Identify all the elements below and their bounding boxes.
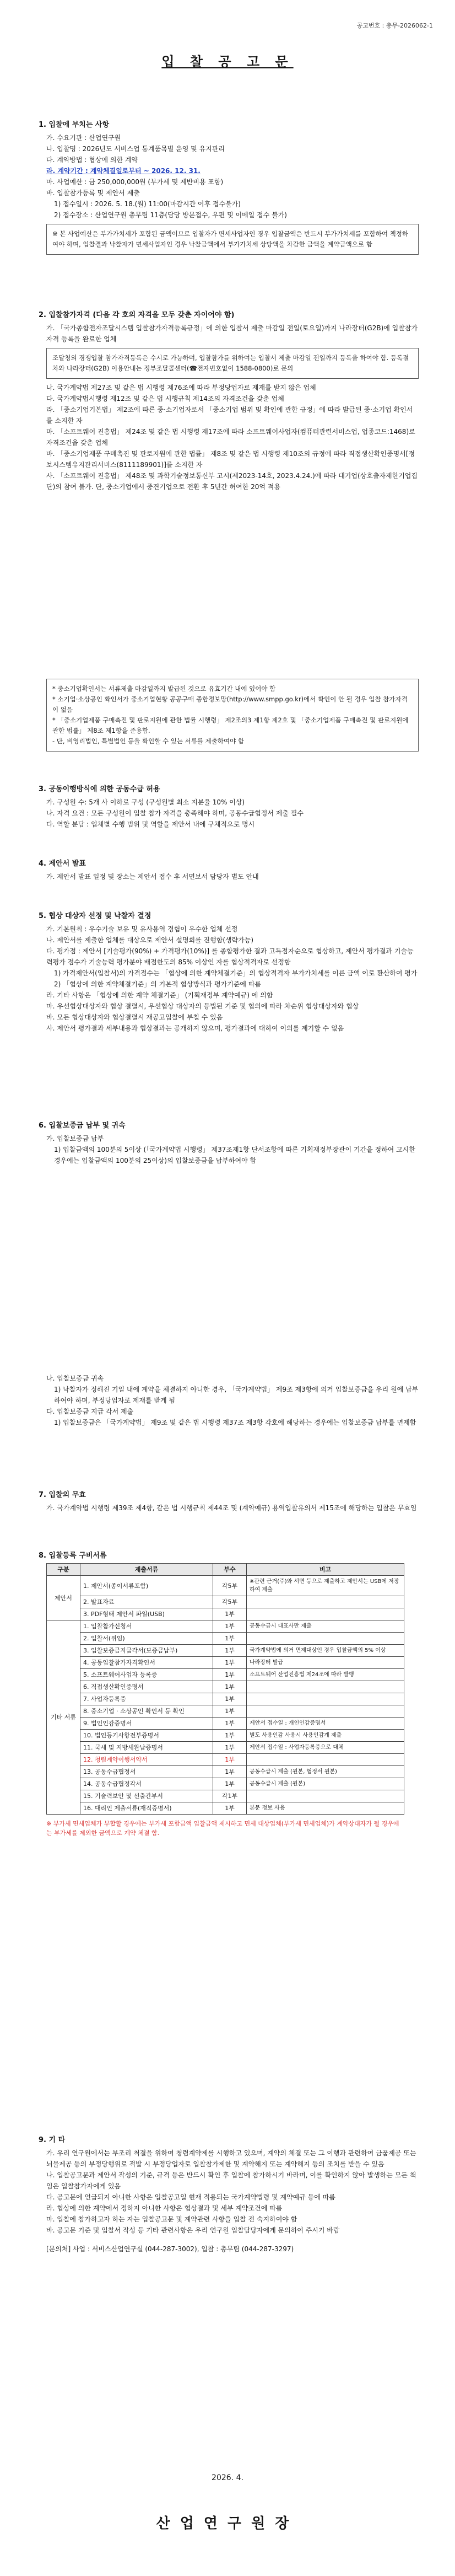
quantity-cell: 1부: [213, 1693, 247, 1705]
notice-box: ※ 본 사업예산은 부가가치세가 포함된 금액이므로 입찰자가 면세사업자인 경우 입찰금액은 반드시 부가가치세를 포함하여 책정하여야 하며, 입찰결과 낙찰자가 면세사업자인 경우 낙찰금액에서 부가가치세 상당액을 차감한 금액을 계약금액으로 함: [46, 224, 419, 255]
note-cell: 공동수급시 제출 (원본, 협정서 원본): [247, 1766, 404, 1778]
document-cell: 2. 입찰서(위임): [80, 1633, 213, 1645]
table-row: [47, 1596, 404, 1608]
table-row: [47, 1693, 404, 1705]
note-cell: ※관련 근거(주)와 서면 등으로 제출하고 제안서는 USB에 저장하여 제출: [247, 1576, 404, 1596]
quantity-cell: 1부: [213, 1766, 247, 1778]
text-line: 나. 입찰보증금 귀속: [46, 1375, 104, 1382]
quantity-cell: 각5부: [213, 1576, 247, 1596]
section-title: 7. 입찰의 무효: [39, 1491, 86, 1499]
document-cell: 9. 법인인감증명서: [80, 1718, 213, 1730]
text-line: 라. 계약기간 : 계약체결일로부터 ~ 2026. 12. 31.: [46, 167, 201, 175]
section-title: 4. 제안서 발표: [39, 860, 86, 868]
text-line: 가. 국가계약법 시행령 제39조 제4항, 같은 법 시행규칙 제44조 및 (계약예규) 용역입찰유의서 제15조에 해당하는 입찰은 무효임: [46, 1504, 417, 1512]
section-presentation: [39, 857, 419, 882]
section-invalid-bids: [39, 1489, 419, 1514]
section-required-docs: [39, 1549, 419, 1838]
note-cell: 나라장터 발급: [247, 1657, 404, 1669]
quantity-cell: 1부: [213, 1608, 247, 1620]
document-cell: 5. 소프트웨어사업자 등록증: [80, 1669, 213, 1681]
section-title: 3. 공동이행방식에 의한 공동수급 허용: [39, 785, 160, 793]
table-row: [47, 1718, 404, 1730]
section-title: 2. 입찰참가자격 (다음 각 호의 자격을 모두 갖춘 자이어야 함): [39, 311, 235, 319]
text-line: 다. 계약방법 : 협상에 의한 계약: [46, 156, 138, 164]
note-cell: [247, 1633, 404, 1645]
table-row: [47, 1608, 404, 1620]
table-header-row: [47, 1564, 404, 1576]
contact-info: [문의처] 사업 : 서비스산업연구실 (044-287-3002), 입찰 : 총무팀 (044-287-3297): [46, 2245, 294, 2253]
quantity-cell: 1부: [213, 1754, 247, 1766]
note-cell: [247, 1705, 404, 1718]
text-line: 라. 기타 사항은 「협상에 의한 계약 체결기준」 (기획재정부 계약예규) 에 의함: [46, 991, 273, 999]
required-docs-table: [46, 1563, 404, 1815]
section-joint-bid: [39, 783, 419, 830]
text-line: 다. 공고문에 언급되지 아니한 사항은 입찰공고일 현재 적용되는 국가계약법령 및 계약예규 등에 따름: [46, 2193, 335, 2201]
text-line: 나. 국가계약법 제27조 및 같은 법 시행령 제76조에 따라 부정당업자로 제재를 받지 않은 업체: [46, 384, 316, 391]
note-cell: [247, 1790, 404, 1802]
document-cell: 1. 제안서(종이서류포함): [80, 1576, 213, 1596]
section-eligibility-notes: [39, 675, 419, 755]
quantity-cell: 1부: [213, 1718, 247, 1730]
text-line: 사. 「소프트웨어 진흥법」 제48조 및 과학기술정보통신부 고시(제2023-14호, 2023.4.24.)에 따라 대기업(상호출자제한기업집단)의 참여 불가. 단, 중소기업에서 중견기업으로 전환 후 5년간 허여한 20억 적용: [46, 472, 418, 491]
document-cell: 7. 사업자등록증: [80, 1693, 213, 1705]
section-title: 8. 입찰등록 구비서류: [39, 1552, 107, 1560]
text-line: 라. 협상에 의한 계약에서 정하지 아니한 사항은 협상결과 및 세부 계약조건에 따름: [46, 2204, 283, 2212]
section-title: 9. 기 타: [39, 2136, 66, 2144]
text-line: 마. 입찰에 참가하고자 하는 자는 입찰공고문 및 계약관련 사항을 입찰 전 숙지하여야 함: [46, 2215, 297, 2223]
document-cell: 13. 공동수급협정서: [80, 1766, 213, 1778]
text-line: 2) 접수장소 : 산업연구원 총무팀 11층(담당 방문접수, 우편 및 이메일 접수 불가): [54, 211, 287, 219]
table-row: [47, 1754, 404, 1766]
quantity-cell: 1부: [213, 1802, 247, 1815]
section-misc: [39, 2134, 419, 2255]
section-eligibility: [39, 309, 419, 492]
column-header: 제출서류: [80, 1564, 213, 1576]
note-line: * 「중소기업제품 구매촉진 및 판로지원에 관한 법률 시행령」 제2조의3 제1항 제2호 및 「중소기업제품 구매촉진 및 판로지원에 관한 법률」 제8조 제1항을 준용함.: [52, 716, 409, 734]
note-line: * 소기업·소상공인 확인서가 중소기업현황 공공구매 종합정보망(http://www.smpp.go.kr)에서 확인이 안 될 경우 입찰 참가자격이 없음: [52, 695, 408, 713]
text-line: 1) 입찰금액의 100분의 5이상 (「국가계약법 시행령」 제37조제1항 단서조항에 따른 기획재정부장관이 기간을 정하여 고시한 경우에는 입찰금액의 100분의 25이상)의 입찰보증금을 납부하여야 함: [54, 1146, 415, 1164]
quantity-cell: 1부: [213, 1645, 247, 1657]
table-row: [47, 1766, 404, 1778]
section-title: 5. 협상 대상자 선정 및 낙찰자 결정: [39, 912, 151, 920]
text-line: 다. 입찰보증금 지급 각서 제출: [46, 1408, 134, 1415]
text-line: 1) 낙찰자가 정해진 기일 내에 계약을 체결하지 아니한 경우, 「국가계약법」 제9조 제3항에 의거 입찰보증금을 우리 원에 납부하여야 하며, 부정당업자로 제재를 받게 됨: [54, 1386, 419, 1404]
text-line: 1) 접수일시 : 2026. 5. 18.(월) 11:00(마감시간 이후 접수불가): [54, 200, 241, 208]
document-cell: 2. 발표자료: [80, 1596, 213, 1608]
note-cell: 본문 정보 사용: [247, 1802, 404, 1815]
text-line: 가. 기본원칙 : 우수기술 보유 및 유사용역 경험이 우수한 업체 선정: [46, 925, 238, 933]
quantity-cell: 1부: [213, 1620, 247, 1633]
document-cell: 3. PDF형태 제안서 파일(USB): [80, 1608, 213, 1620]
note-cell: 제안서 접수일 : 개인인감증명서: [247, 1718, 404, 1730]
table-row: [47, 1802, 404, 1815]
text-line: 바. 「중소기업제품 구매촉진 및 판로지원에 관한 법률」 제8조 및 같은 법 시행령 제10조의 규정에 따라 직접생산확인증명서[정보시스템유지관리서비스(8111189901)]를 소지한 자: [46, 450, 415, 469]
notice-box: [46, 679, 419, 752]
document-cell: 16. 대리인 제출서류(재직증명서): [80, 1802, 213, 1815]
quantity-cell: 각1부: [213, 1790, 247, 1802]
document-cell: 3. 입찰보증금지급각서(보증금납부): [80, 1645, 213, 1657]
text-line: 1) 가격제안서(입찰서)의 가격점수는 「협상에 의한 계약체결기준」의 협상적격자 부가가치세를 이른 금액 이로 환산하여 평가: [54, 969, 418, 977]
document-cell: 4. 공동입찰참가자격확인서: [80, 1657, 213, 1669]
note-cell: [247, 1681, 404, 1693]
column-header: 부수: [213, 1564, 247, 1576]
document-cell: 14. 공동수급협정각서: [80, 1778, 213, 1790]
text-line: 마. 「소프트웨어 진흥법」 제24조 및 같은 법 시행령 제17조에 따라 소프트웨어사업자(컴퓨터관련서비스업, 업종코드:1468)로 자격조건을 갖춘 업체: [46, 428, 415, 447]
note-cell: 국가계약법에 의거 면제대상인 경우 입찰금액의 5% 이상: [247, 1645, 404, 1657]
document-cell: 15. 기술력보안 및 선출간부서: [80, 1790, 213, 1802]
table-row: [47, 1742, 404, 1754]
note-cell: [247, 1596, 404, 1608]
note-line: - 단, 비영리법인, 특별법인 등을 확인할 수 있는 서류를 제출하여야 함: [52, 737, 244, 745]
note-cell: 제안서 접수일 : 사업자등록증으로 대체: [247, 1742, 404, 1754]
text-line: 바. 공고문 기준 및 입찰서 작성 등 기타 관련사항은 우리 연구원 입찰담당자에게 문의하여 주시기 바람: [46, 2226, 340, 2234]
section-bid-items: [39, 119, 419, 258]
note-cell: [247, 1754, 404, 1766]
quantity-cell: 1부: [213, 1742, 247, 1754]
document-number: 공고번호 : 총무-2026062-1: [356, 22, 433, 29]
quantity-cell: 1부: [213, 1633, 247, 1645]
text-line: 마. 사업예산 : 금 250,000,000원 (부가세 및 제반비용 포함): [46, 178, 224, 186]
note-cell: 별도 사용인감 사용시 사용인감계 제출: [247, 1730, 404, 1742]
text-line: 가. 구성원 수: 5개 사 이하로 구성 (구성원별 최소 지분율 10% 이상): [46, 798, 245, 806]
text-line: 라. 「중소기업기본법」 제2조에 따른 중·소기업자로서 「중소기업 범위 및 확인에 관한 규정」에 따라 발급된 중·소기업 확인서를 소지한 자: [46, 406, 413, 425]
notice-box: 조달청의 경쟁입찰 참가자격등록은 수시로 가능하며, 입찰참가를 위하여는 입찰서 제출 마감일 전일까지 등록을 하여야 함. 등록절차와 나라장터(G2B) 이용안내는 정부조달콜센터(☎전자번호없이 1588-0800)로 문의: [46, 348, 419, 379]
table-row: [47, 1730, 404, 1742]
table-row: [47, 1778, 404, 1790]
quantity-cell: 1부: [213, 1778, 247, 1790]
table-footnote: ※ 부가세 면세업체가 부합할 경우에는 부가세 포함금액 입찰금액 제시하고 면세 대상업체(부가세 면세업체)가 계약상대자가 될 경우에는 부가세를 제외한 금액으로 계약 체결 함.: [46, 1820, 399, 1837]
quantity-cell: 1부: [213, 1681, 247, 1693]
text-line: 가. 「국가종합전자조달시스템 입찰참가자격등록규정」에 의한 입찰서 제출 마감일 전일(토요일)까지 나라장터(G2B)에 입찰참가자격 등록을 완료한 업체: [46, 324, 418, 343]
table-row: [47, 1790, 404, 1802]
section-bid-bond: [39, 1119, 419, 1166]
note-cell: 공동수급시 대표사만 제출: [247, 1620, 404, 1633]
quantity-cell: 1부: [213, 1705, 247, 1718]
text-line: 가. 우리 연구원에서는 부조리 척결을 위하여 청렴계약제를 시행하고 있으며, 계약의 체결 또는 그 이행과 관련하여 금품제공 또는 뇌물제공 등의 부정당행위로 적발 시 부정당업자로 입찰참가제한 및 계약해지 또는 계약해지 등의 조치를 받을 수 있음: [46, 2149, 416, 2168]
table-row: [47, 1669, 404, 1681]
text-line: 다. 역할 분담 : 업체별 수행 범위 및 역할을 제안서 내에 구체적으로 명시: [46, 820, 255, 828]
quantity-cell: 1부: [213, 1657, 247, 1669]
table-row: [47, 1681, 404, 1693]
section-title: 6. 입찰보증금 납부 및 귀속: [39, 1121, 126, 1130]
document-cell: 10. 법인등기사항전부증명서: [80, 1730, 213, 1742]
text-line: 사. 제안서 평가결과 세부내용과 협상결과는 공개하지 않으며, 평가결과에 대하여 이의를 제기할 수 없음: [46, 1024, 344, 1032]
text-line: 나. 제안서를 제출한 업체를 대상으로 제안서 설명회를 진행함(생략가능): [46, 936, 254, 944]
text-line: 가. 입찰보증금 납부: [46, 1135, 104, 1142]
text-line: 가. 수요기관 : 산업연구원: [46, 134, 121, 142]
section-title: 1. 입찰에 부치는 사항: [39, 121, 110, 129]
quantity-cell: 1부: [213, 1669, 247, 1681]
document-cell: 12. 청렴계약이행서약서: [80, 1754, 213, 1766]
table-row: [47, 1705, 404, 1718]
group-cell: 기타 서류: [47, 1620, 80, 1815]
quantity-cell: 1부: [213, 1730, 247, 1742]
table-row: [47, 1657, 404, 1669]
text-line: 2) 「협상에 의한 계약체결기준」의 기본적 협상방식과 평가기준에 따름: [54, 980, 262, 988]
text-line: 마. 우선협상대상자와 협상 결렬시, 우선협상 대상자의 등법된 기준 및 협의에 따라 차순위 협상대상자와 협상: [46, 1002, 359, 1010]
table-row: [47, 1576, 404, 1596]
text-line: 1) 입찰보증금은 「국가계약법」 제9조 및 같은 법 시행령 제37조 제3항 각호에 해당하는 경우에는 입찰보증금 납부를 면제함: [54, 1419, 416, 1426]
note-cell: [247, 1693, 404, 1705]
section-selection: [39, 910, 419, 1034]
column-header: 비고: [247, 1564, 404, 1576]
text-line: 바. 입찰참가등록 및 제안서 제출: [46, 189, 140, 197]
text-line: 다. 평가점 : 제안서 [기술평가(90%) + 가격평가(10%)] 를 종합평가한 결과 고득점자순으로 협상하고, 제안서 평가결과 기술능력평가 점수가 기술능력 평가분야 배점한도의 85% 이상인 자를 협상적격자로 선정함: [46, 947, 414, 966]
text-line: 나. 자격 요건 : 모든 구성원이 입찰 참가 자격을 충족해야 하며, 공동수급협정서 제출 필수: [46, 809, 304, 817]
text-line: 가. 제안서 발표 일정 및 장소는 제안서 접수 후 서면보서 담당자 별도 안내: [46, 873, 259, 881]
table-row: [47, 1633, 404, 1645]
text-line: 나. 입찰명 : 2026년도 서비스업 통계품목별 운영 및 유지관리: [46, 145, 225, 153]
issuer-name: 산업연구원장: [156, 2515, 299, 2532]
document-cell: 6. 직접생산확인증명서: [80, 1681, 213, 1693]
document-cell: 8. 중소기업 · 소상공인 확인서 등 확인: [80, 1705, 213, 1718]
text-line: 다. 국가계약법시행령 제12조 및 같은 법 시행규칙 제14조의 자격조건을 갖춘 업체: [46, 395, 284, 402]
document-cell: 1. 입찰참가신청서: [80, 1620, 213, 1633]
note-cell: 공동수급시 제출 (원본): [247, 1778, 404, 1790]
section-bid-bond-cont: [39, 1373, 419, 1428]
page-title: 입 찰 공 고 문: [161, 54, 294, 69]
note-line: * 중소기업확인서는 서류제출 마감일까지 발급된 것으로 유효기간 내에 있어야 함: [52, 685, 276, 693]
table-row: [47, 1620, 404, 1633]
note-cell: [247, 1608, 404, 1620]
quantity-cell: 각5부: [213, 1596, 247, 1608]
column-header: 구분: [47, 1564, 80, 1576]
table-row: [47, 1645, 404, 1657]
group-cell: 제안서: [47, 1576, 80, 1620]
note-cell: 소프트웨어 산업진흥법 제24조에 따라 발행: [247, 1669, 404, 1681]
announcement-date: 2026. 4.: [212, 2473, 243, 2482]
text-line: 나. 입찰공고문과 제안서 작성의 기준, 규격 등은 반드시 확인 후 입찰에 참가하시기 바라며, 이를 확인하지 않아 발생하는 모든 책임은 입찰참가자에게 있음: [46, 2171, 416, 2190]
text-line: 바. 모든 협상대상자와 협상결렬시 재공고입찰에 부칠 수 있음: [46, 1013, 223, 1021]
document-cell: 11. 국세 및 지방세완납증명서: [80, 1742, 213, 1754]
